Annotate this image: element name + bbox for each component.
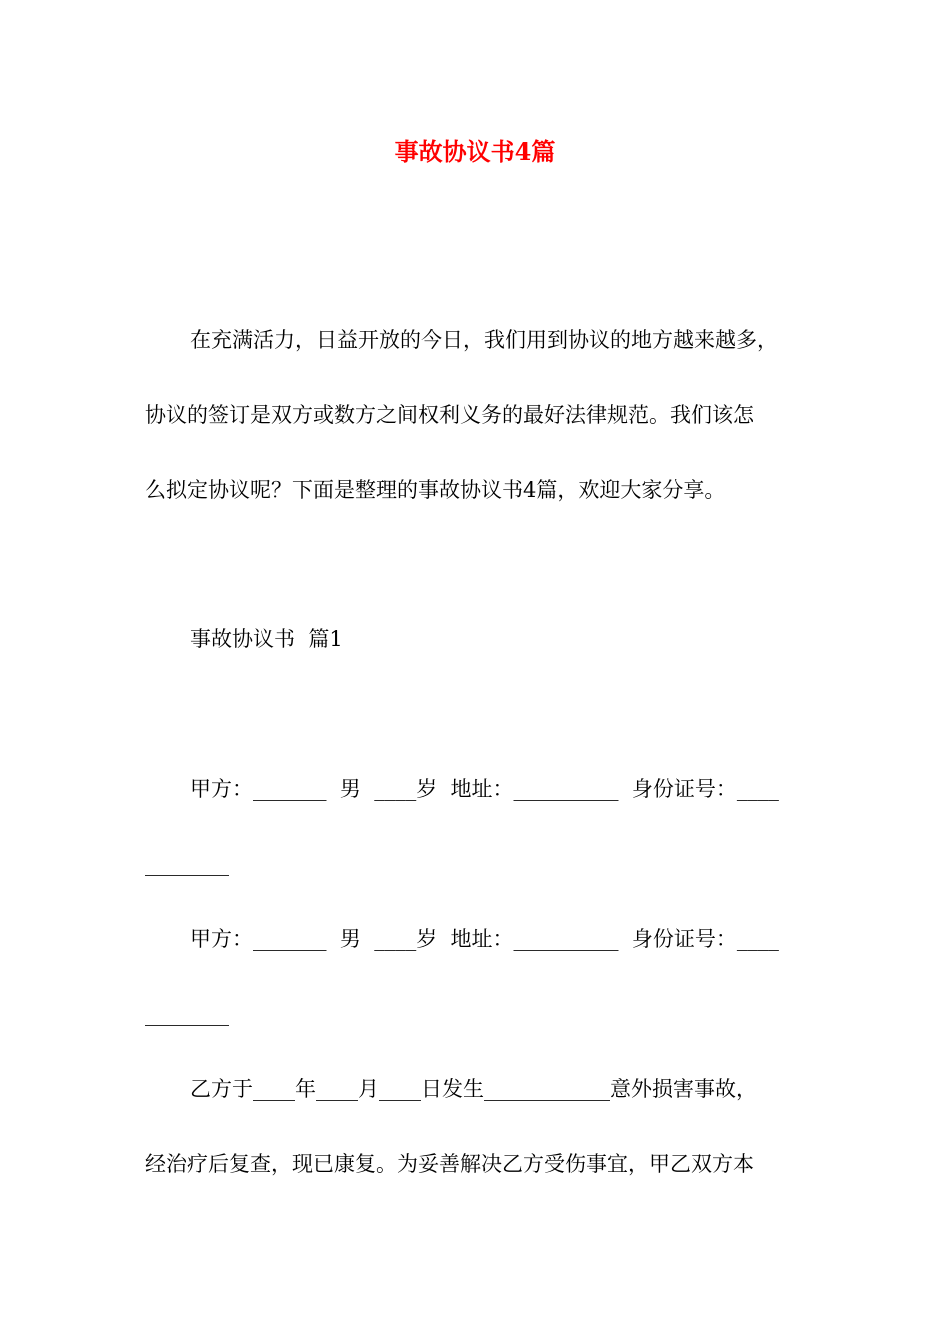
party-a-line-1-continued: ________ (145, 852, 229, 876)
party-b-accident-line: 乙方于____年____月____日发生____________意外损害事故， (190, 1077, 757, 1101)
party-a-line-2-continued: ________ (145, 1002, 229, 1026)
intro-line-2: 协议的签订是双方或数方之间权利义务的最好法律规范。我们该怎 (145, 403, 754, 427)
intro-line-1: 在充满活力，日益开放的今日，我们用到协议的地方越来越多， (190, 328, 778, 352)
party-a-line-1: 甲方：_______ 男 ____岁 地址：__________ 身份证号：____ (190, 777, 779, 801)
party-a-line-2: 甲方：_______ 男 ____岁 地址：__________ 身份证号：____ (190, 927, 779, 951)
document-title: 事故协议书4篇 (394, 137, 556, 166)
party-b-recovery-line: 经治疗后复查，现已康复。为妥善解决乙方受伤事宜，甲乙双方本 (145, 1152, 754, 1176)
intro-line-3: 么拟定协议呢？下面是整理的事故协议书4篇，欢迎大家分享。 (145, 478, 726, 502)
section-heading: 事故协议书 篇1 (190, 627, 343, 651)
